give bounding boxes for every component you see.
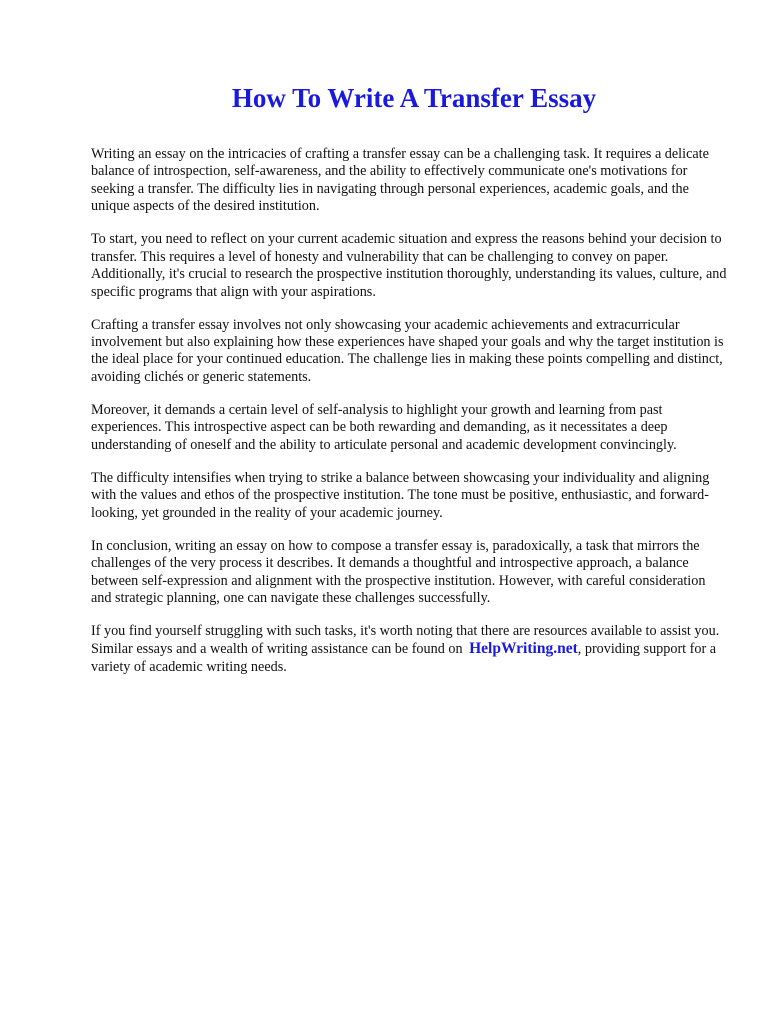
- document-title: How To Write A Transfer Essay: [231, 83, 597, 113]
- paragraph-5: The difficulty intensifies when trying to strike a balance between showcasing your individuality and aligning with the values and ethos of the prospective institution. The tone must be positive, enthusiastic, and forward-looking, yet grounded in the reality of your academic journey.: [91, 469, 710, 521]
- paragraph-4: Moreover, it demands a certain level of self-analysis to highlight your growth and learning from past experiences. This introspective aspect can be both rewarding and demanding, as it necessitates a deep understanding of oneself and the ability to articulate personal and academic development convincingly.: [91, 401, 677, 453]
- paragraph-7: [91, 623, 727, 676]
- paragraph-3: Crafting a transfer essay involves not only showcasing your academic achievements and extracurricular involvement but also explaining how these experiences have shaped your goals and why the target institution is the ideal place for your continued education. The challenge lies in making these points compelling and distinct, avoiding clichés or generic statements.: [91, 316, 724, 385]
- paragraph-1: Writing an essay on the intricacies of crafting a transfer essay can be a challenging task. It requires a delicate balance of introspection, self-awareness, and the ability to effectively communicate one's motivations for seeking a transfer. The difficulty lies in navigating through personal experiences, academic goals, and the unique aspects of the desired institution.: [91, 146, 709, 215]
- helpwriting-link[interactable]: HelpWriting.net: [469, 640, 578, 658]
- paragraph-7-text: If you find yourself struggling with such tasks, it's worth noting that there are resources available to assist you. Similar essays and a wealth of writing assistance can be found on: [91, 623, 720, 658]
- document-body: [91, 146, 727, 692]
- paragraph-6: In conclusion, writing an essay on how to compose a transfer essay is, paradoxically, a task that mirrors the challenges of the very process it describes. It demands a thoughtful and introspective approach, a balance between self-expression and alignment with the prospective institution. However, with careful consideration and strategic planning, one can navigate these challenges successfully.: [91, 537, 706, 606]
- paragraph-7-tail: , providing support for a variety of academic writing needs.: [91, 641, 717, 675]
- paragraph-2: To start, you need to reflect on your current academic situation and express the reasons behind your decision to transfer. This requires a level of honesty and vulnerability that can be challenging to convey on paper. Additionally, it's crucial to research the prospective institution thoroughly, understanding its values, culture, and specific programs that align with your aspirations.: [91, 231, 727, 300]
